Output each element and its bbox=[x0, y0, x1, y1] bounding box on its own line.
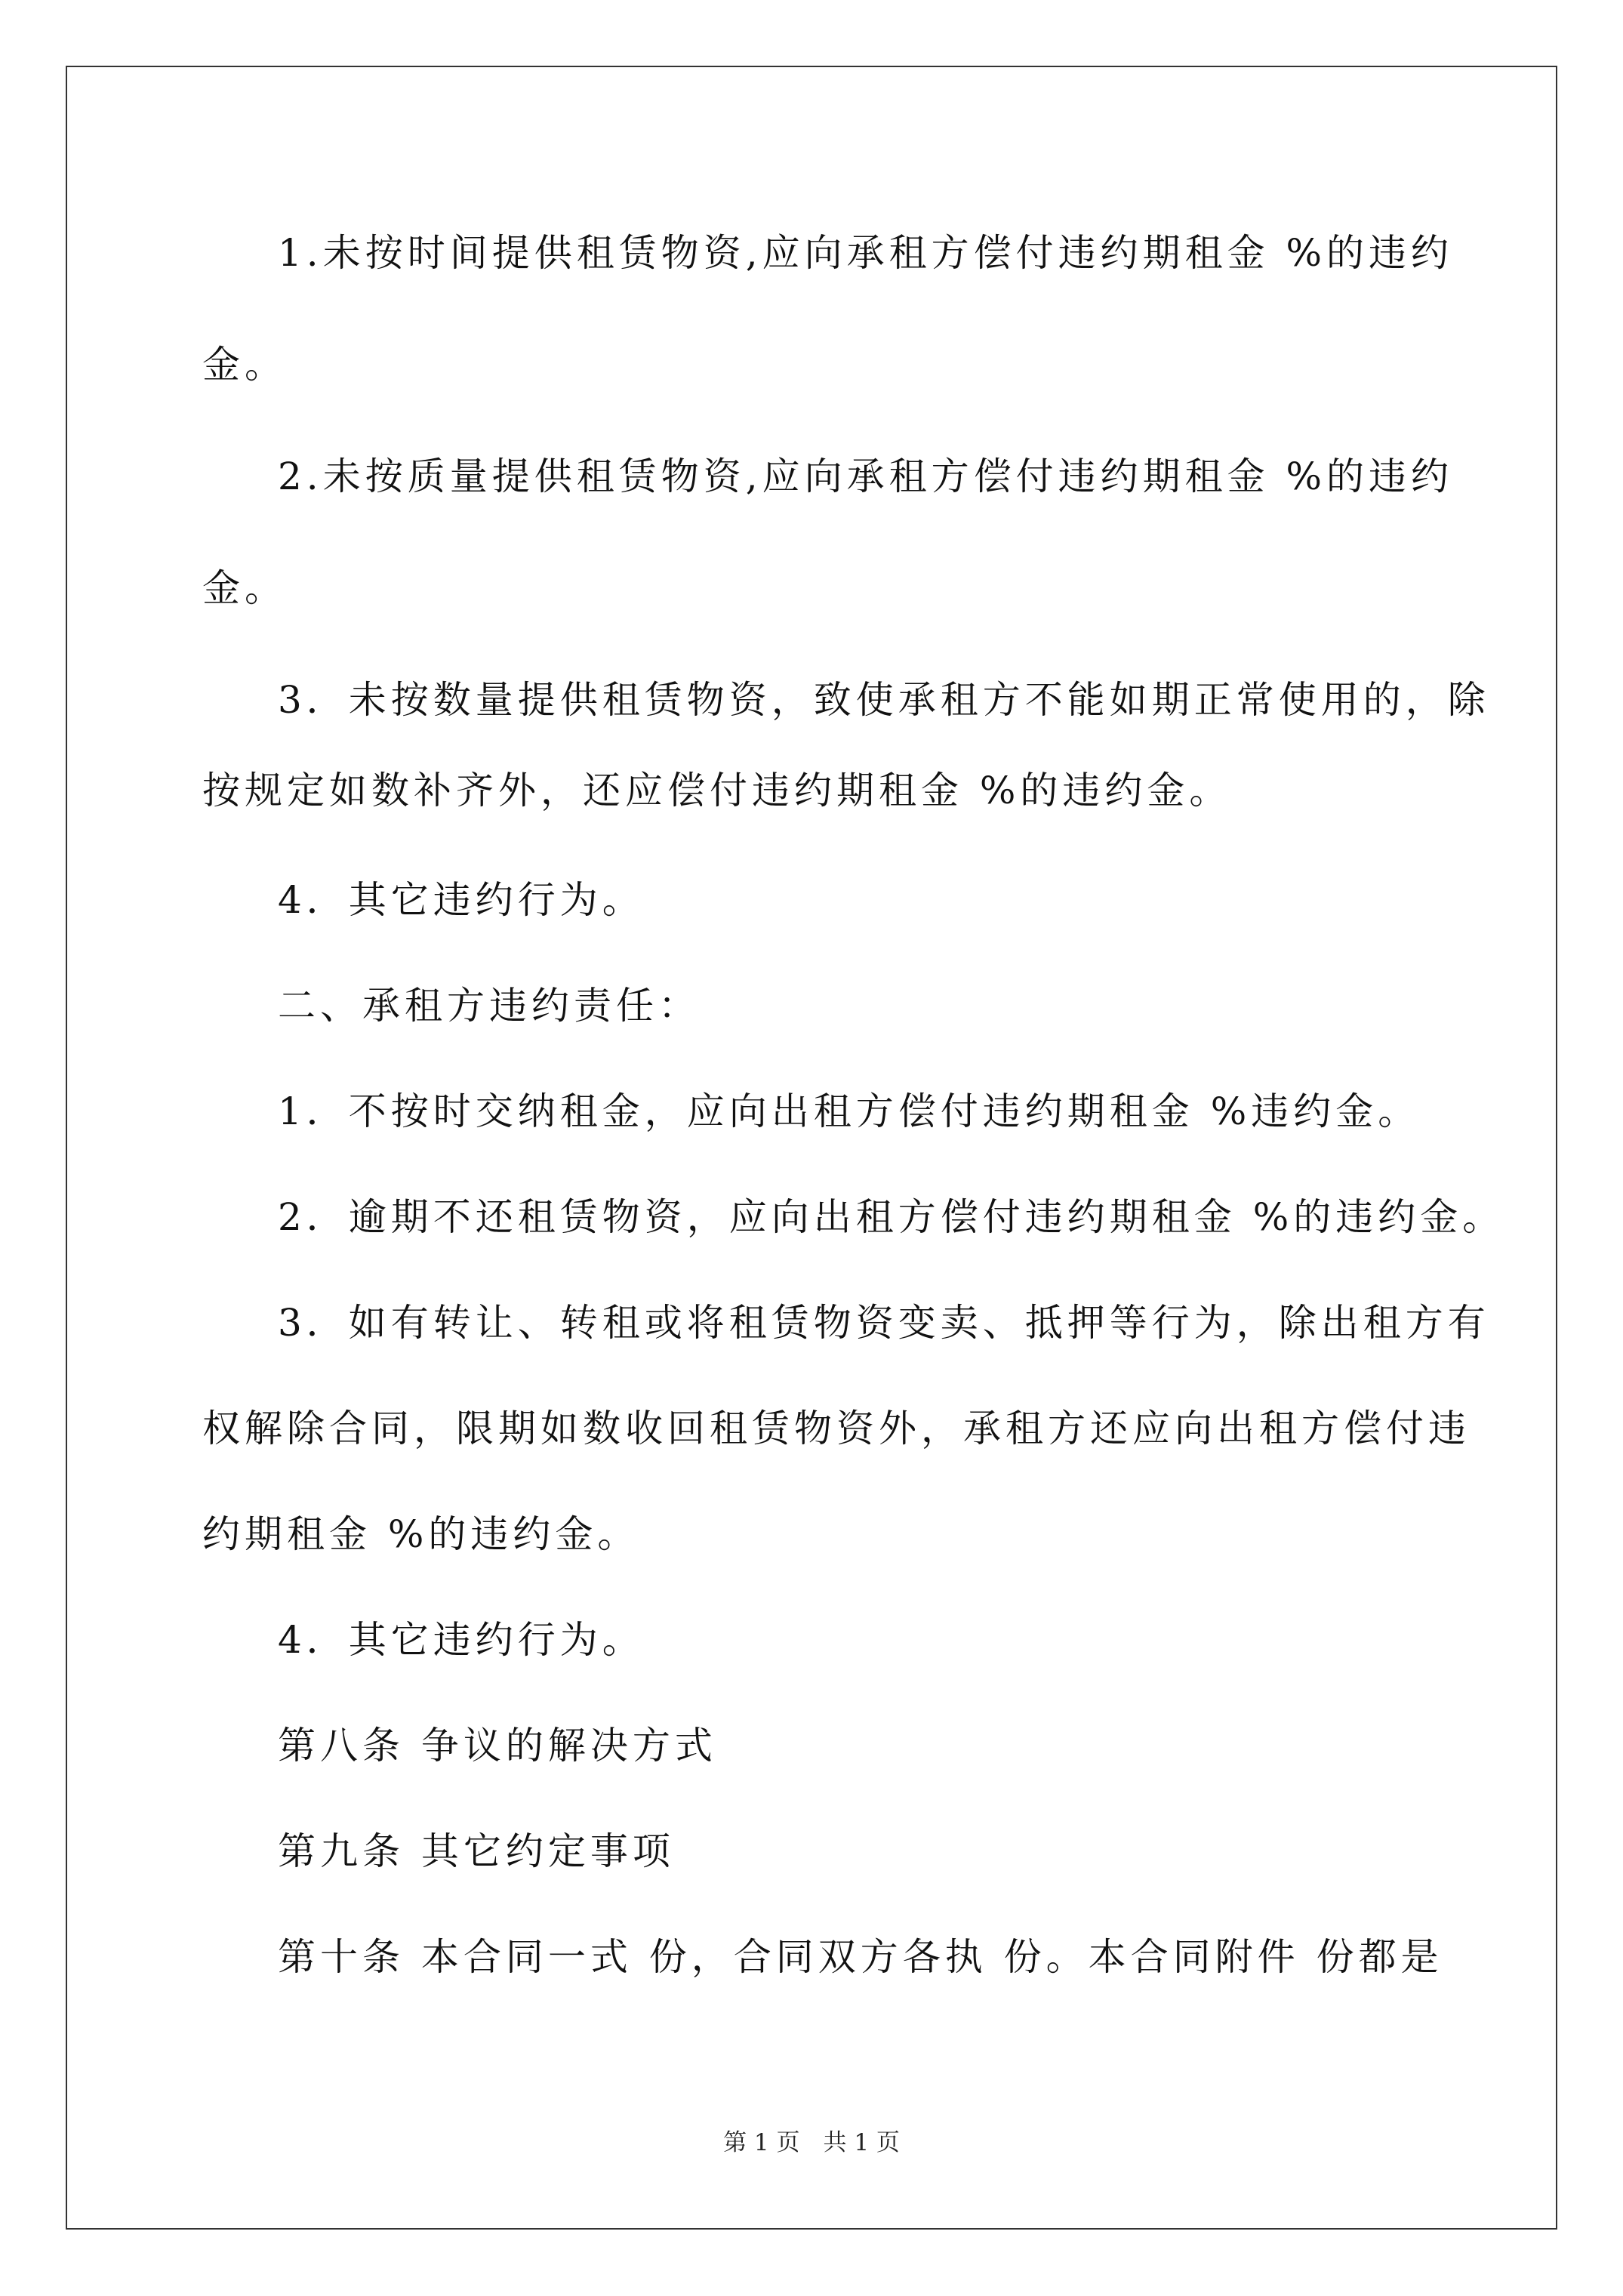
lessee-clause-3-line-3: 约期租金 %的违约金。 bbox=[202, 1512, 640, 1556]
lessee-clause-4: 4．其它违约行为。 bbox=[278, 1618, 645, 1662]
page-number-footer: 第 1 页 共 1 页 bbox=[723, 2129, 900, 2156]
article-9-heading: 第九条 其它约定事项 bbox=[278, 1829, 675, 1873]
lessee-clause-2: 2．逾期不还租赁物资，应向出租方偿付违约期租金 %的违约金。 bbox=[278, 1195, 1505, 1239]
article-8-heading: 第八条 争议的解决方式 bbox=[278, 1724, 717, 1767]
clause-3-line-1: 3．未按数量提供租赁物资，致使承租方不能如期正常使用的，除 bbox=[278, 678, 1490, 722]
clause-2-line-2: 金。 bbox=[202, 566, 287, 610]
clause-4: 4．其它违约行为。 bbox=[278, 878, 645, 922]
lessee-clause-1: 1．不按时交纳租金，应向出租方偿付违约期租金 %违约金。 bbox=[278, 1089, 1421, 1133]
clause-2-line-1: 2.未按质量提供租赁物资,应向承租方偿付违约期租金 %的违约 bbox=[278, 455, 1454, 498]
lessee-clause-3-line-2: 权解除合同，限期如数收回租赁物资外，承租方还应向出租方偿付违 bbox=[202, 1407, 1471, 1450]
article-10-text: 第十条 本合同一式 份，合同双方各执 份。本合同附件 份都是 bbox=[278, 1935, 1443, 1979]
clause-1-line-1: 1.未按时间提供租赁物资,应向承租方偿付违约期租金 %的违约 bbox=[278, 231, 1454, 275]
lessee-clause-3-line-1: 3．如有转让、转租或将租赁物资变卖、抵押等行为，除出租方有 bbox=[278, 1301, 1490, 1345]
page-border bbox=[66, 66, 1557, 2230]
clause-1-line-2: 金。 bbox=[202, 343, 287, 387]
section-lessee-liability-heading: 二、承租方违约责任： bbox=[278, 984, 701, 1028]
clause-3-line-2: 按规定如数补齐外，还应偿付违约期租金 %的违约金。 bbox=[202, 769, 1232, 812]
